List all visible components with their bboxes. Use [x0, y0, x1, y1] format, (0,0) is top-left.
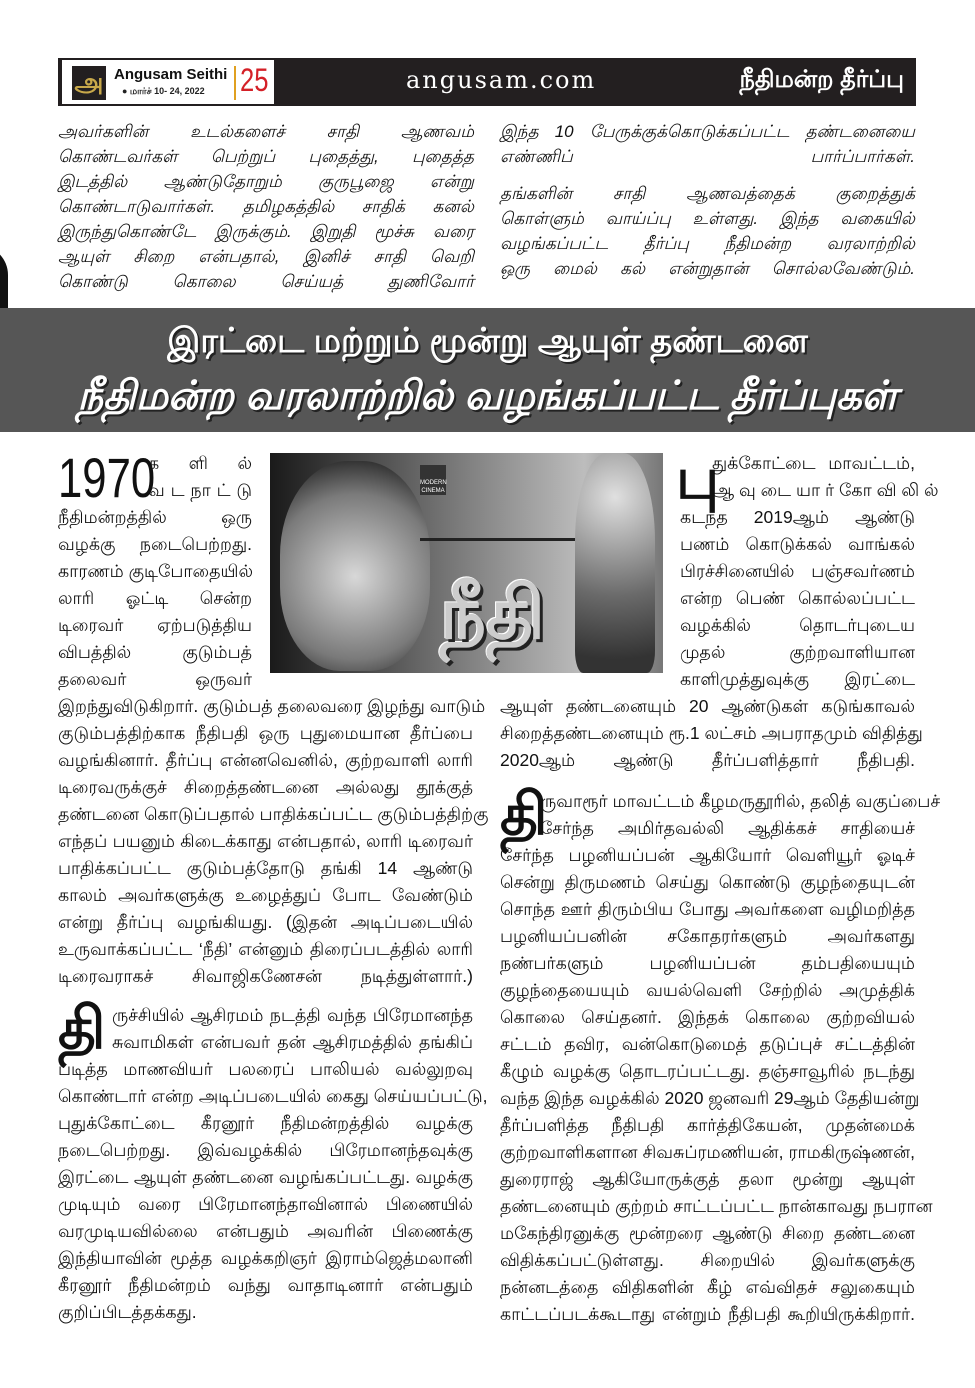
- text-line: காட்டப்படக்கூடாது என்றும் நீதிபதி கூறியிருக்கிறார்.: [500, 1304, 915, 1324]
- text-line: ஒரு மைல் கல் என்றுதான் சொல்லவேண்டும்.: [500, 259, 915, 278]
- text-line: ருச்சியில் ஆசிரமம் நடத்தி வந்த பிரேமானந்த: [112, 1005, 473, 1025]
- text-line: வந்த இந்த வழக்கில் 2020 ஜனவரி 29ஆம் தேதியன்று: [500, 1088, 920, 1108]
- text-line: வழக்கு நடைபெற்றது.: [58, 534, 252, 554]
- article3-narrow: [680, 504, 915, 693]
- actor-portrait: [280, 461, 430, 671]
- text-line: பணம் கொடுக்கல் வாங்கல்: [680, 534, 915, 554]
- article3-beside: [712, 450, 939, 504]
- text-line: கொண்டாடுவார்கள். தமிழகத்தில் சாதிக் கனல்: [58, 197, 474, 216]
- text-line: வ ட நா ட் டு: [148, 480, 252, 500]
- text-line: நன்னடத்தை விதிகளின் கீழ் எவ்விதச் சலுகையும்: [500, 1277, 915, 1297]
- headline-line-1: இரட்டை மற்றும் மூன்று ஆயுள் தண்டனை: [167, 322, 808, 360]
- text-line: வழக்கில் தொடர்புடைய: [680, 615, 915, 635]
- text-line: தீர்ப்பளித்த நீதிபதி கார்த்திகேயன், முதன்மைக்: [500, 1115, 915, 1135]
- text-line: துரைராஜ் ஆகியோருக்குத் தலா மூன்று ஆயுள்: [500, 1169, 915, 1189]
- text-line: வழங்கப்பட்ட தீர்ப்பு நீதிமன்ற வரலாற்றில்: [500, 234, 915, 253]
- divider: [234, 66, 236, 100]
- text-line: சுவாமிகள் என்பவர் தன் ஆசிரமத்தில் தங்கிப்: [112, 1032, 473, 1052]
- drop-cap: பு: [676, 446, 720, 511]
- movie-title-logo: நீதி: [440, 574, 546, 654]
- text-line: லாரி ஓட்டி சென்ற: [58, 588, 252, 608]
- text-line: படித்த மாணவியர் பலரைப் பாலியல் வல்லுறவு: [58, 1059, 473, 1079]
- text-line: இறந்துவிடுகிறார். குடும்பத் தலைவரை இழந்து வாடும்: [58, 696, 486, 716]
- text-line: மகேந்திரனுக்கு மூன்றரை ஆண்டு சிறை தண்டனை: [500, 1223, 915, 1243]
- drop-year: 1970: [58, 446, 156, 509]
- text-line: முதல் குற்றவாளியான: [680, 642, 915, 662]
- text-line: தங்களின் சாதி ஆணவத்தைக் குறைத்துக்: [500, 184, 915, 203]
- text-line: என்று தீர்ப்பு வழங்கியது. (இதன் அடிப்படையில்: [58, 912, 473, 932]
- headline-line-2: நீதிமன்ற வரலாற்றில் வழங்கப்பட்ட தீர்ப்புகள்: [77, 374, 898, 418]
- text-line: தண்டனையும் குற்றம் சாட்டப்பட்ட நான்காவது நபரான: [500, 1196, 933, 1216]
- text-line: சேர்ந்த அமிர்தவல்லி ஆதிக்கச் சாதியைச்: [540, 818, 915, 838]
- text-line: குற்றவாளிகளான சிவசுப்ரமணியன், ராமகிருஷ்ணன்,: [500, 1142, 915, 1162]
- page-number: 25: [240, 62, 269, 98]
- issue-date: ● மார்ச் 10- 24, 2022: [122, 86, 205, 96]
- text-line: நண்பர்களும் பழனியப்பன் தம்பதியையும்: [500, 953, 915, 973]
- article3-body: [500, 693, 923, 774]
- text-line: பழனியப்பனின் சகோதரர்களும் அவர்களது: [500, 926, 915, 946]
- text-line: ஆ வு டை யா ர் கோ வி லி ல்: [712, 480, 939, 500]
- text-line: காளிமுத்துவுக்கு இரட்டை: [680, 669, 915, 689]
- text-line: அவர்களின் உடல்களைச் சாதி ஆணவம்: [58, 122, 474, 141]
- text-line: என்ற பெண் கொல்லப்பட்ட: [680, 588, 915, 608]
- text-line: உருவாக்கப்பட்ட ‘நீதி’ என்னும் திரைப்படத்தில் லாரி: [58, 939, 473, 959]
- text-line: கொண்டு கொலை செய்யத் துணிவோர்: [58, 272, 474, 291]
- actress-portrait: [575, 453, 655, 673]
- text-line: நீதிமன்றத்தில் ஒரு: [58, 507, 252, 527]
- text-line: நடைபெற்றது. இவ்வழக்கில் பிரேமானந்தவுக்கு: [58, 1140, 473, 1160]
- text-line: குழந்தையையும் வயல்வெளி சேற்றில் அமுத்திக்: [500, 980, 915, 1000]
- text-line: இடத்தில் ஆண்டுதோறும் குருபூஜை என்று: [58, 172, 474, 191]
- text-line: சொந்த ஊர் திரும்பிய போது அவர்களை வழிமறித்த: [500, 899, 915, 919]
- article1-body: [58, 693, 489, 990]
- text-line: வரமுடியவில்லை என்பதும் அவரின் பிணைக்கு: [58, 1221, 473, 1241]
- text-line: ருவாரூர் மாவட்டம் கீழமருதூரில், தலித் வகுப்பைச்: [540, 791, 941, 811]
- brand-name: Angusam Seithi: [114, 66, 228, 83]
- text-line: இரட்டை ஆயுள் தண்டனை வழங்கப்பட்டது. வழக்கு: [58, 1167, 473, 1187]
- text-line: டிரைவர் ஏற்படுத்திய: [58, 615, 252, 635]
- text-line: இந்த 10 பேருக்குக்கொடுக்கப்பட்ட தண்டனையை: [500, 122, 915, 141]
- article2-beside: [112, 1002, 473, 1056]
- text-line: கடந்த 2019ஆம் ஆண்டு: [680, 507, 915, 527]
- text-line: 2020ஆம் ஆண்டு தீர்ப்பளித்தார் நீதிபதி.: [500, 750, 915, 770]
- angusam-logo: அ: [72, 66, 106, 100]
- article2-body: [58, 1056, 488, 1326]
- text-line: தண்டனை கொடுப்பதால் பாதிக்கப்பட்ட குடும்பத்திற்கு: [58, 804, 489, 824]
- text-line: விதிக்கப்பட்டுள்ளது. சிறையில் இவர்களுக்கு: [500, 1250, 915, 1270]
- top-left-text: [58, 119, 474, 294]
- text-line: பிரச்சினையில் பஞ்சவர்ணம்: [680, 561, 915, 581]
- headline-banner: [0, 308, 975, 432]
- text-line: சிறைத்தண்டனையும் ரூ.1 லட்சம் அபராதமும் விதித்து: [500, 723, 923, 743]
- article4-body: [500, 842, 933, 1328]
- text-line: குடும்பத்திற்காக நீதிபதி ஒரு புதுமையான தீர்ப்பை: [58, 723, 473, 743]
- text-line: காலம் அவர்களுக்கு உழைத்துப் போட வேண்டும்: [58, 885, 473, 905]
- text-line: முடியும் வரை பிரேமானந்தாவினால் பிணையில்: [58, 1194, 473, 1214]
- text-line: சேர்ந்த பழனியப்பன் ஆகியோர் வெளியூர் ஓடிச்: [500, 845, 915, 865]
- text-line: இருந்துகொண்டே இருக்கும். இறுதி மூச்சு வரை: [58, 222, 474, 241]
- masthead: [62, 60, 274, 104]
- text-line: கொண்டவர்கள் பெற்றுப் புதைத்து, புதைத்த: [58, 147, 474, 166]
- text-line: பாதிக்கப்பட்ட குடும்பத்தோடு தங்கி 14 ஆண்டு: [58, 858, 473, 878]
- text-line: கொலை செய்தனர். இந்தக் கொலை குற்றவியல்: [500, 1007, 915, 1027]
- scales-of-justice-icon: [420, 538, 580, 541]
- drop-cap: தி: [500, 782, 548, 847]
- site-url[interactable]: angusam.com: [406, 66, 597, 94]
- modern-cinema-badge: MODERN CINEMA: [420, 465, 446, 495]
- text-line: இந்தியாவின் மூத்த வழக்கறிஞர் இராம்ஜெத்மலானி: [58, 1248, 473, 1268]
- drop-cap: தி: [58, 996, 106, 1061]
- text-line: கீழும் வழக்கு தொடரப்பட்டது. தஞ்சாவூரில் நடந்து: [500, 1061, 915, 1081]
- article1-narrow: [58, 504, 252, 693]
- text-line: எண்ணிப் பார்ப்பார்கள்.: [500, 147, 915, 166]
- text-line: எந்தப் பயனும் கிடைக்காது என்பதால், லாரி டிரைவர்: [58, 831, 473, 851]
- text-line: க ளி ல்: [148, 453, 252, 473]
- text-line: துக்கோட்டை மாவட்டம்,: [712, 453, 915, 473]
- text-line: குறிப்பிடத்தக்கது.: [58, 1302, 197, 1322]
- article4-beside: [540, 788, 941, 842]
- text-line: ஆயுள் தண்டனையும் 20 ஆண்டுகள் கடுங்காவல்: [500, 696, 915, 716]
- text-line: டிரைவராகச் சிவாஜிகணேசன் நடித்துள்ளார்.): [58, 966, 473, 986]
- top-right-text-b: [500, 181, 915, 281]
- article1-beside: [148, 450, 252, 504]
- text-line: வழங்கினார். தீர்ப்பு என்னவெனில், குற்றவாளி லாரி: [58, 750, 473, 770]
- text-line: டிரைவருக்குச் சிறைத்தண்டனை அல்லது தூக்குத்: [58, 777, 473, 797]
- section-title: நீதிமன்ற தீர்ப்பு: [739, 66, 904, 93]
- text-line: காரணம் குடிபோதையில்: [58, 561, 254, 581]
- movie-poster-image: [270, 453, 663, 673]
- text-line: கீரனூர் நீதிமன்றம் வந்து வாதாடினார் என்பதும்: [58, 1275, 473, 1295]
- text-line: விபத்தில் குடும்பத்: [58, 642, 252, 662]
- text-line: கொள்ளும் வாய்ப்பு உள்ளது. இந்த வகையில்: [500, 209, 915, 228]
- text-line: தலைவர் ஒருவர்: [58, 669, 252, 689]
- text-line: சட்டம் தவிர, வன்கொடுமைத் தடுப்புச் சட்டத்தின்: [500, 1034, 915, 1054]
- text-line: கொண்டார் என்ற அடிப்படையில் கைது செய்யப்பட்டு,: [58, 1086, 488, 1106]
- text-line: புதுக்கோட்டை கீரனூர் நீதிமன்றத்தில் வழக்கு: [58, 1113, 473, 1133]
- top-right-text-a: [500, 119, 915, 169]
- page-header: [58, 58, 916, 106]
- text-line: சென்று திருமணம் செய்து கொண்டு குழந்தையுடன்: [500, 872, 915, 892]
- text-line: ஆயுள் சிறை என்பதால், இனிச் சாதி வெறி: [58, 247, 474, 266]
